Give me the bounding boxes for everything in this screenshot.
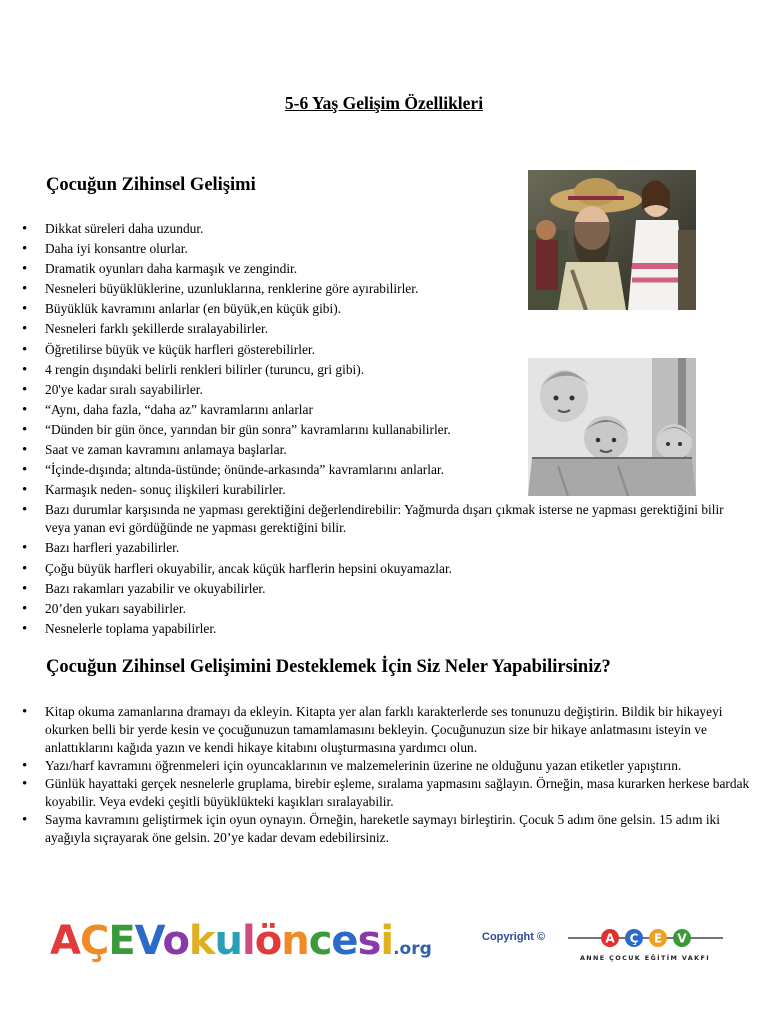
support-tips-list: [22, 703, 752, 847]
list-item: • Dramatik oyunları daha karmaşık ve zengindir.: [22, 260, 742, 278]
list-item: • Daha iyi konsantre olurlar.: [22, 240, 742, 258]
svg-text:ANNE ÇOCUK EĞİTİM VAKFI: ANNE ÇOCUK EĞİTİM VAKFI: [579, 954, 711, 962]
list-item: • Öğretilirse büyük ve küçük harfleri gösterebilirler.: [22, 341, 742, 359]
list-item: • Çoğu büyük harfleri okuyabilir, ancak küçük harflerin hepsini okuyamazlar.: [22, 560, 742, 578]
list-item: • Bazı harfleri yazabilirler.: [22, 539, 742, 557]
svg-text:A: A: [605, 931, 615, 946]
copyright-text: Copyright ©: [482, 931, 546, 943]
list-item: • 4 rengin dışındaki belirli renkleri bilirler (turuncu, gri gibi).: [22, 361, 742, 379]
list-item: • Nesnelerle toplama yapabilirler.: [22, 620, 742, 638]
photo-children-box: [528, 358, 696, 496]
list-item: • Sayma kavramını geliştirmek için oyun oynayın. Örneğin, hareketle saymayı birleştirin. Çocuk 5 adım öne gelsin. 15 adım iki ayağıyla sıçrayarak öne gelsin. 20’ye kadar devam edebilirsiniz.: [22, 811, 752, 847]
list-item: • 20'ye kadar sıralı sayabilirler.: [22, 381, 742, 399]
list-item: • Dikkat süreleri daha uzundur.: [22, 220, 742, 238]
svg-text:V: V: [677, 931, 687, 946]
section-heading-support-tips: Çocuğun Zihinsel Gelişimini Desteklemek İçin Siz Neler Yapabilirsiniz?: [46, 657, 611, 677]
list-item: • Bazı rakamları yazabilir ve okuyabilirler.: [22, 580, 742, 598]
list-item: • Bazı durumlar karşısında ne yapması gerektiğini değerlendirebilir: Yağmurda dışarı çıkmak isterse ne yapması gerektiğini bilir veya yanan evi gördüğünde ne yapması gerektiğini bilir.: [22, 501, 742, 537]
list-item: • Karmaşık neden- sonuç ilişkileri kurabilirler.: [22, 481, 742, 499]
list-item: • “Aynı, daha fazla, “daha az” kavramlarını anlarlar: [22, 401, 742, 419]
svg-text:Ç: Ç: [629, 931, 639, 946]
section-heading-mental-development: Çocuğun Zihinsel Gelişimi: [46, 175, 256, 195]
list-item: • “İçinde-dışında; altında-üstünde; önünde-arkasında” kavramlarını anlarlar.: [22, 461, 742, 479]
acev-brand-logo: [568, 924, 723, 964]
list-item: • Büyüklük kavramını anlarlar (en büyük,en küçük gibi).: [22, 300, 742, 318]
list-item: • Kitap okuma zamanlarına dramayı da ekleyin. Kitapta yer alan farklı karakterlerde ses tonunuzu değiştirin. Bildik bir hikayeyi okurken belli bir yerde kesin ve çocuğunuzun tamamlamasını bekleyin. Çocuğunuzun size bir hikaye anlatmasını isteyin ve anlattıklarını kağıda yazın ve kendi hikaye kitabını oluşturmasına yardımcı olun.: [22, 703, 752, 757]
page-title: 5-6 Yaş Gelişim Özellikleri: [284, 93, 484, 113]
acev-okuloncesi-logo: AÇEVokulöncesi.org: [50, 918, 432, 964]
list-item: • Saat ve zaman kavramını anlamaya başlarlar.: [22, 441, 742, 459]
list-item: • Nesneleri büyüklüklerine, uzunluklarına, renklerine göre ayırabilirler.: [22, 280, 742, 298]
svg-text:E: E: [653, 931, 663, 946]
list-item: • “Dünden bir gün önce, yarından bir gün sonra” kavramlarını kullanabilirler.: [22, 421, 742, 439]
list-item: • Günlük hayattaki gerçek nesnelerle gruplama, birebir eşleme, sıralama yapmasını sağlayın. Örneğin, masa kurarken herkese bardak koyabilir. Veya evdeki çeşitli büyüklükteki kaşıkları sıralayabilir.: [22, 775, 752, 811]
list-item: • 20’den yukarı sayabilirler.: [22, 600, 742, 618]
list-item: • Yazı/harf kavramını öğrenmeleri için oyuncaklarının ve malzemelerinin üzerine ne olduğunu yazan etiketler yapıştırın.: [22, 757, 752, 775]
list-item: • Nesneleri farklı şekillerde sıralayabilirler.: [22, 320, 742, 338]
photo-children-hat: [528, 170, 696, 310]
